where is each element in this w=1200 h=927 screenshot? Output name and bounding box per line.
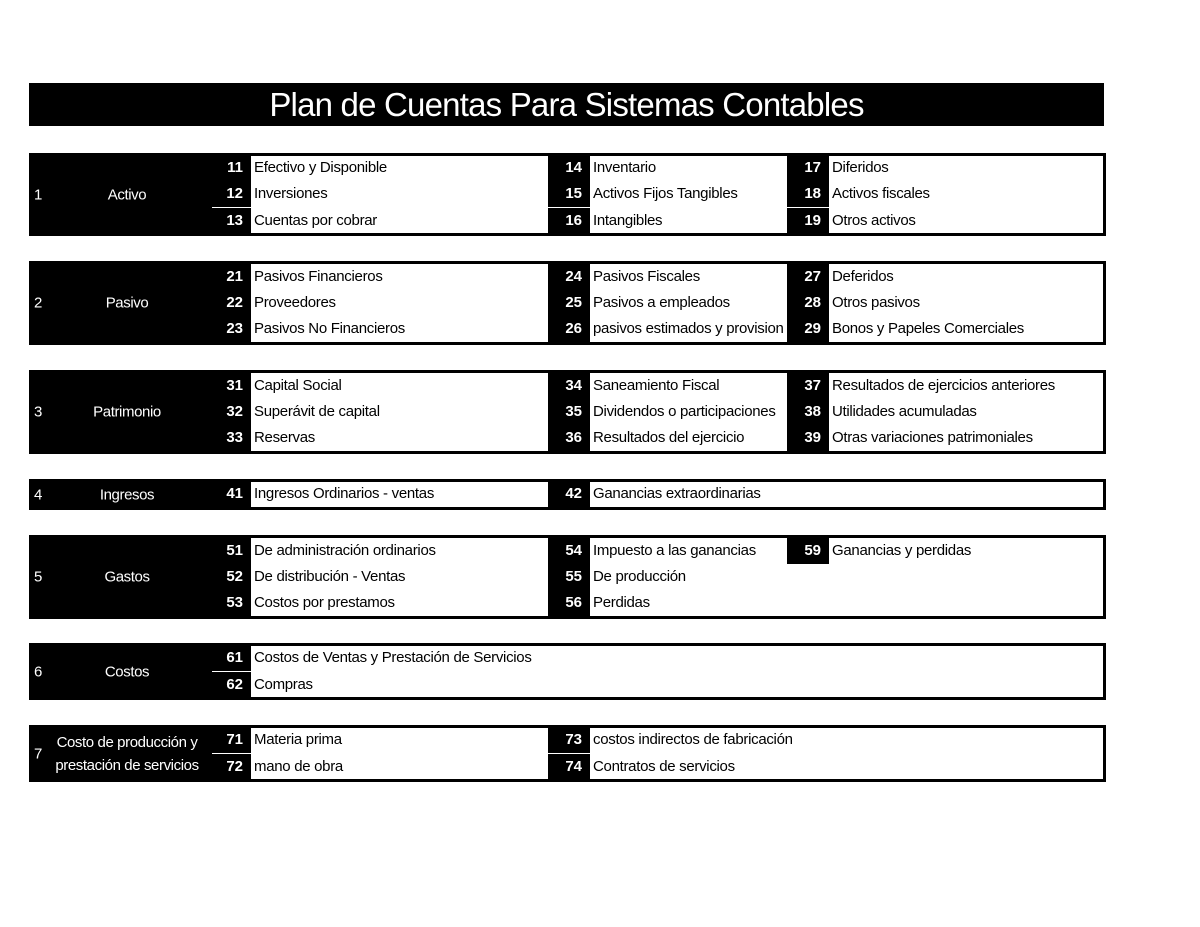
account-section [29,535,1106,619]
account-code: 24 [548,264,590,290]
section-label [29,643,209,700]
account-code: 29 [787,316,829,342]
account-name: Deferidos [832,267,894,285]
account-code: 13 [209,208,251,234]
account-name: Diferidos [832,159,889,177]
account-name: Impuesto a las ganancias [593,541,756,559]
account-code: 61 [209,645,251,671]
account-code: 18 [787,181,829,207]
account-name: pasivos estimados y provision [593,320,784,338]
account-code: 74 [548,754,590,780]
section-label [29,535,209,619]
account-name: Utilidades acumuladas [832,402,977,420]
account-name: Pasivos Financieros [254,267,383,285]
account-code: 38 [787,399,829,425]
account-code: 36 [548,425,590,451]
account-code: 34 [548,373,590,399]
section-name: Activo [107,186,147,203]
account-name: Costos por prestamos [254,594,395,612]
account-code: 37 [787,373,829,399]
section-name: Gastos [104,568,150,586]
section-name: Pasivo [105,294,149,312]
account-name: Capital Social [254,376,342,394]
account-name: De producción [593,567,686,585]
account-name: Bonos y Papeles Comerciales [832,320,1024,338]
section-number: 4 [34,486,43,503]
account-code: 32 [209,399,251,425]
account-code: 71 [209,727,251,753]
account-name: Perdidas [593,594,650,612]
account-code: 54 [548,538,590,564]
section-number: 3 [34,403,43,421]
account-code: 52 [209,564,251,590]
account-section [29,261,1106,345]
account-code: 23 [209,316,251,342]
section-label [29,479,209,510]
account-code: 62 [209,672,251,698]
account-name: De distribución - Ventas [254,567,406,585]
account-section [29,643,1106,700]
account-name: Inversiones [254,185,328,203]
account-code: 41 [209,481,251,507]
account-code: 15 [548,181,590,207]
account-name: Ganancias extraordinarias [593,485,761,503]
account-code: 28 [787,290,829,316]
account-section [29,725,1106,782]
account-code: 21 [209,264,251,290]
section-number: 2 [34,294,43,312]
account-name: Compras [254,675,313,693]
account-section [29,479,1106,510]
account-name: Resultados de ejercicios anteriores [832,376,1055,394]
account-name: Ganancias y perdidas [832,541,972,559]
account-code: 35 [548,399,590,425]
account-name: Otras variaciones patrimoniales [832,429,1033,447]
account-code: 22 [209,290,251,316]
account-section [29,370,1106,454]
account-code: 59 [787,538,829,564]
account-name: Resultados del ejercicio [593,429,745,447]
account-code: 42 [548,481,590,507]
account-name: Materia prima [254,731,342,749]
account-code: 26 [548,316,590,342]
account-code: 56 [548,590,590,616]
section-label [29,153,209,236]
account-code: 73 [548,727,590,753]
section-number: 1 [34,186,43,203]
account-code: 12 [209,181,251,207]
section-number: 6 [34,663,43,680]
account-code: 51 [209,538,251,564]
account-code: 11 [209,155,251,181]
account-code: 16 [548,208,590,234]
account-code: 19 [787,208,829,234]
section-name: Ingresos [99,486,155,503]
account-name: Pasivos Fiscales [593,267,700,285]
account-name: Activos Fijos Tangibles [593,185,738,203]
account-name: Efectivo y Disponible [254,159,387,177]
account-name: Pasivos a empleados [593,293,730,311]
account-code: 53 [209,590,251,616]
account-name: De administración ordinarios [254,541,436,559]
account-name: Saneamiento Fiscal [593,376,720,394]
section-label [29,261,209,345]
section-name: Costo de producción y prestación de servicios [55,733,199,774]
account-code: 31 [209,373,251,399]
section-number: 5 [34,568,43,586]
account-name: Dividendos o participaciones [593,402,776,420]
account-code: 17 [787,155,829,181]
account-name: Contratos de servicios [593,757,735,775]
account-name: mano de obra [254,757,343,775]
account-name: Cuentas por cobrar [254,211,378,229]
page-title: Plan de Cuentas Para Sistemas Contables [29,83,1104,126]
account-name: Ingresos Ordinarios - ventas [254,485,435,503]
account-name: Inventario [593,159,656,177]
section-name: Costos [104,663,150,680]
account-name: Proveedores [254,293,336,311]
account-name: Reservas [254,429,315,447]
account-name: costos indirectos de fabricación [593,731,793,749]
section-name: Patrimonio [93,403,161,421]
account-code: 25 [548,290,590,316]
account-section [29,153,1106,236]
account-name: Superávit de capital [254,402,380,420]
account-code: 27 [787,264,829,290]
account-name: Otros activos [832,211,916,229]
account-code: 14 [548,155,590,181]
section-number: 7 [34,745,43,762]
account-code: 72 [209,754,251,780]
account-name: Intangibles [593,211,663,229]
account-name: Otros pasivos [832,293,920,311]
account-code: 33 [209,425,251,451]
section-label [29,370,209,454]
account-name: Pasivos No Financieros [254,320,405,338]
account-name: Costos de Ventas y Prestación de Servicios [254,649,532,667]
account-code: 55 [548,564,590,590]
account-code: 39 [787,425,829,451]
account-name: Activos fiscales [832,185,930,203]
section-label [29,725,209,782]
